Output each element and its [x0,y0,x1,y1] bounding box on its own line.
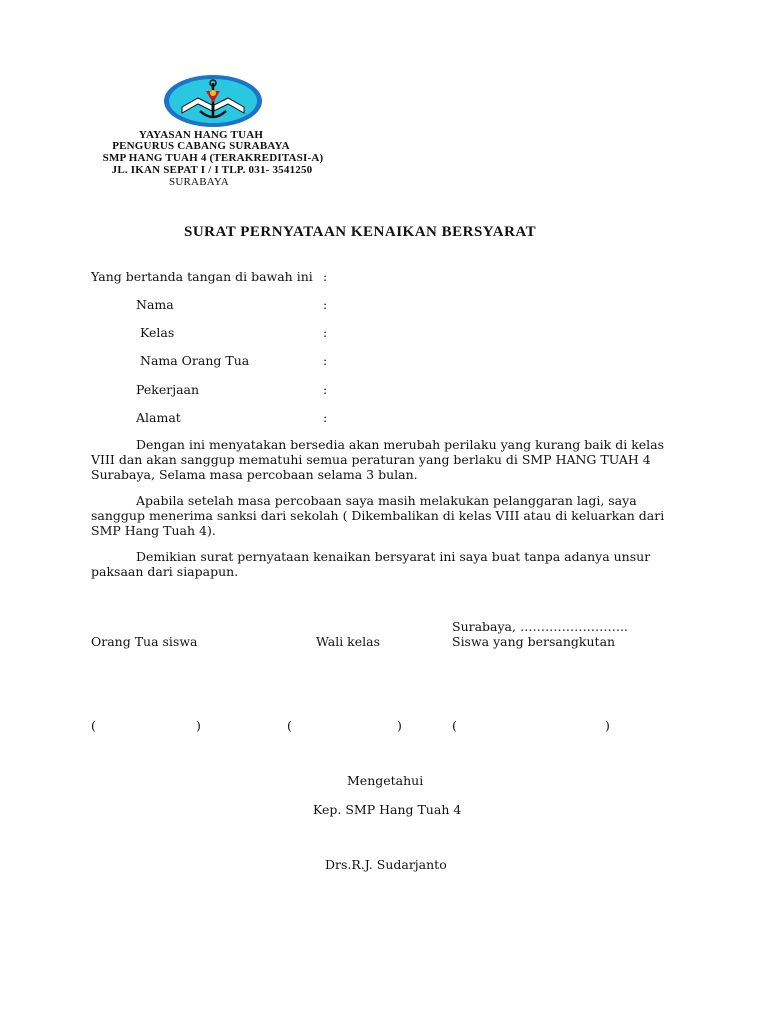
field-label-pekerjaan: Pekerjaan [136,382,200,397]
field-label-nama: Nama [136,297,174,312]
field-colon-nama: : [323,297,328,312]
signature-parent-label: Orang Tua siswa [91,634,198,649]
field-colon-kelas: : [323,325,328,340]
signature-student-close: ) [605,718,610,733]
approval-acknowledged: Mengetahui [347,773,424,788]
paragraph-sanction: Apabila setelah masa percobaan saya masih melakukan pelanggaran lagi, saya sanggup menerima sanksi dari sekolah ( Dikembalikan di kelas VIII atau di keluarkan dari SMP Hang Tuah 4). [91,493,665,538]
signature-parent-open: ( [91,718,96,733]
document-title: SURAT PERNYATAAN KENAIKAN BERSYARAT [184,224,537,240]
letterhead-foundation: YAYASAN HANG TUAH [138,129,264,141]
paragraph-closing: Demikian surat pernyataan kenaikan bersyarat ini saya buat tanpa adanya unsur paksaan dari siapapun. [91,549,651,579]
paragraph-statement: Dengan ini menyatakan bersedia akan merubah perilaku yang kurang baik di kelas VIII dan akan sanggup mematuhi semua peraturan yang berlaku di SMP HANG TUAH 4 Surabaya, Selama masa percobaan selama 3 bulan. [91,437,665,482]
letterhead-school: SMP HANG TUAH 4 (TERAKREDITASI-A) [102,152,324,164]
field-label-nama-orang-tua: Nama Orang Tua [140,353,250,368]
field-colon-pekerjaan: : [323,382,328,397]
letterhead-city: SURABAYA [169,176,229,188]
field-label-alamat: Alamat [136,410,181,425]
school-logo-emblem [162,73,264,129]
signature-homeroom-open: ( [287,718,292,733]
approval-name: Drs.R.J. Sudarjanto [325,857,447,872]
signature-student-open: ( [452,718,457,733]
letterhead-address: JL. IKAN SEPAT I / I TLP. 031- 3541250 [111,164,313,176]
signature-homeroom-label: Wali kelas [316,634,381,649]
intro-text: Yang bertanda tangan di bawah ini [91,269,313,284]
field-colon-alamat: : [323,410,328,425]
place-date: Surabaya, …………………….. [452,619,628,634]
approval-position: Kep. SMP Hang Tuah 4 [313,802,462,817]
letterhead-branch: PENGURUS CABANG SURABAYA [112,140,290,152]
field-label-kelas: Kelas [140,325,175,340]
signature-student-label: Siswa yang bersangkutan [452,634,616,649]
signature-homeroom-close: ) [397,718,402,733]
field-colon-nama-orang-tua: : [323,353,328,368]
school-logo [162,73,264,129]
intro-colon: : [323,269,328,284]
signature-parent-close: ) [196,718,201,733]
